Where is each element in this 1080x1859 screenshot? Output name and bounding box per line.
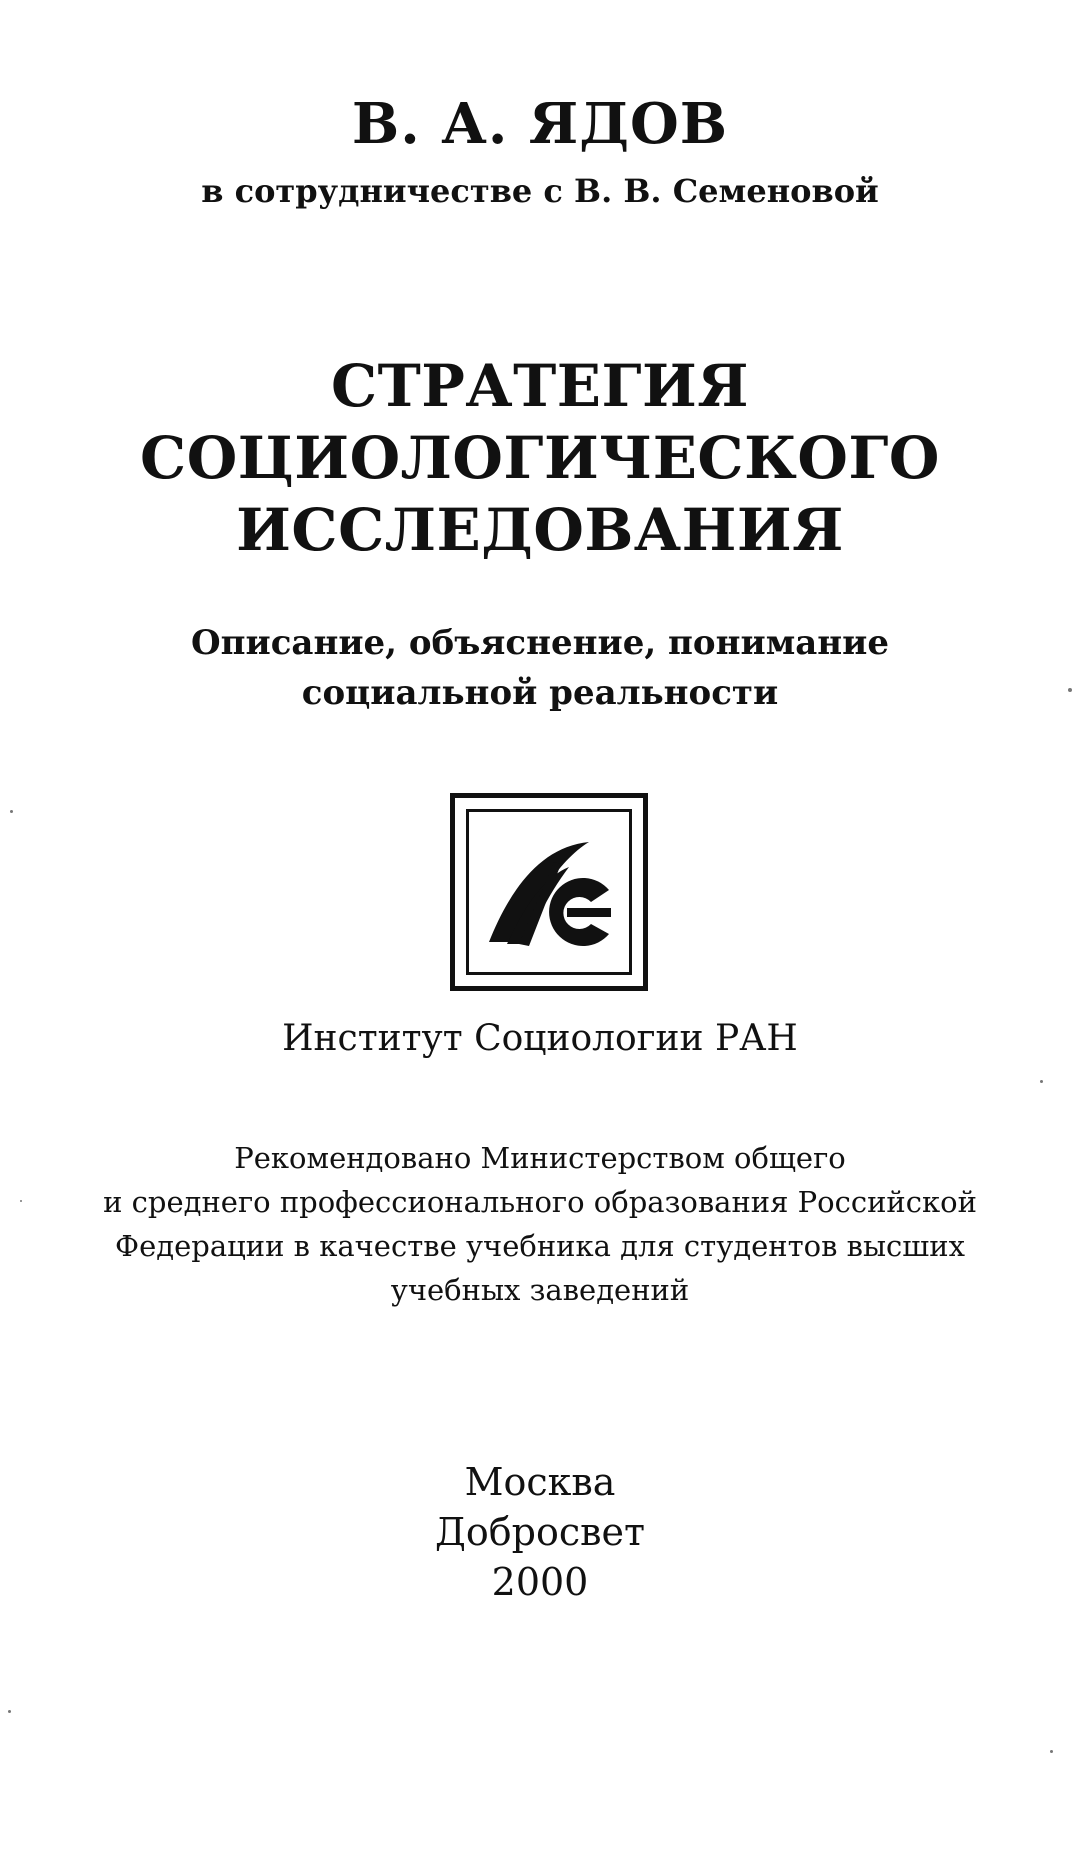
recommendation-text — [0, 1136, 1080, 1312]
recommendation-line: и среднего профессионального образования Российской — [103, 1185, 977, 1219]
imprint — [0, 1457, 1080, 1607]
title-line: СТРАТЕГИЯ — [330, 352, 750, 420]
author-name: В. А. ЯДОВ — [351, 91, 729, 157]
scan-speck — [10, 810, 13, 813]
subtitle-line: социальной реальности — [301, 673, 779, 713]
recommendation-line: Федерации в качестве учебника для студентов высших — [115, 1229, 965, 1263]
scan-speck — [1068, 688, 1072, 692]
recommendation-line: учебных заведений — [390, 1273, 690, 1307]
scan-speck — [8, 1710, 11, 1713]
scan-speck — [1050, 1750, 1053, 1753]
ic-monogram-logo-icon — [469, 812, 629, 972]
imprint-city: Москва — [464, 1460, 616, 1504]
institute-name: Институт Социологии РАН — [282, 1018, 798, 1059]
scan-speck — [1040, 1080, 1043, 1083]
logo-frame — [466, 809, 632, 975]
institute-logo — [450, 793, 648, 991]
book-title — [0, 350, 1080, 566]
subtitle-line: Описание, объяснение, понимание — [190, 623, 889, 663]
imprint-publisher: Добросвет — [434, 1510, 646, 1554]
collaboration-line: в сотрудничестве с В. В. Семеновой — [201, 172, 879, 210]
title-line: СОЦИОЛОГИЧЕСКОГО — [140, 424, 940, 492]
recommendation-line: Рекомендовано Министерством общего — [234, 1141, 846, 1175]
scan-speck — [20, 1200, 22, 1202]
title-line: ИССЛЕДОВАНИЯ — [236, 496, 844, 564]
imprint-year: 2000 — [491, 1560, 589, 1604]
book-subtitle — [0, 618, 1080, 718]
